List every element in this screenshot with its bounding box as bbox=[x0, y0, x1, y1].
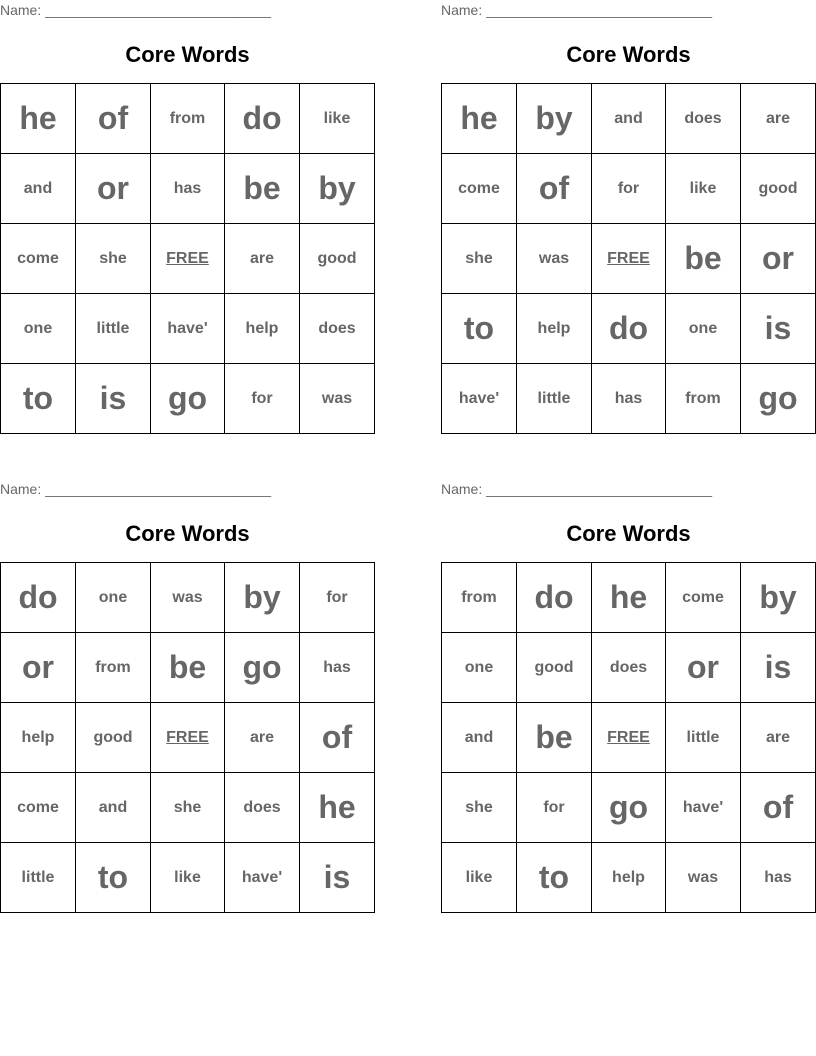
word-cell: one bbox=[1, 294, 76, 364]
word-cell: is bbox=[76, 364, 151, 434]
word-cell: he bbox=[1, 84, 76, 154]
word-cell: are bbox=[225, 224, 300, 294]
free-space: FREE bbox=[592, 224, 666, 294]
word-cell: little bbox=[517, 364, 592, 434]
word-cell: is bbox=[741, 294, 816, 364]
word-cell: do bbox=[517, 563, 592, 633]
name-underline: _____________________________ bbox=[45, 481, 272, 497]
word-cell: go bbox=[225, 633, 300, 703]
word-cell: for bbox=[300, 563, 375, 633]
word-cell: or bbox=[1, 633, 76, 703]
word-cell: and bbox=[442, 703, 517, 773]
name-underline: _____________________________ bbox=[486, 481, 713, 497]
name-field bbox=[0, 2, 271, 18]
word-cell: of bbox=[76, 84, 151, 154]
word-cell: for bbox=[592, 154, 666, 224]
word-cell: she bbox=[442, 224, 517, 294]
word-cell: little bbox=[666, 703, 741, 773]
word-cell: do bbox=[225, 84, 300, 154]
word-cell: good bbox=[300, 224, 375, 294]
word-cell: come bbox=[666, 563, 741, 633]
word-cell: or bbox=[76, 154, 151, 224]
word-cell: go bbox=[741, 364, 816, 434]
word-cell: from bbox=[442, 563, 517, 633]
word-cell: have' bbox=[666, 773, 741, 843]
word-cell: is bbox=[741, 633, 816, 703]
word-cell: help bbox=[592, 843, 666, 913]
bingo-grid bbox=[441, 83, 816, 434]
word-cell: like bbox=[666, 154, 741, 224]
word-cell: does bbox=[666, 84, 741, 154]
word-cell: help bbox=[225, 294, 300, 364]
word-cell: to bbox=[517, 843, 592, 913]
card-title: Core Words bbox=[125, 521, 250, 546]
word-cell: of bbox=[741, 773, 816, 843]
card-title: Core Words bbox=[566, 521, 691, 546]
name-field bbox=[441, 481, 712, 497]
word-cell: one bbox=[442, 633, 517, 703]
word-cell: have' bbox=[151, 294, 225, 364]
word-cell: come bbox=[442, 154, 517, 224]
name-underline: _____________________________ bbox=[45, 2, 272, 18]
bingo-grid bbox=[0, 562, 375, 913]
word-cell: or bbox=[741, 224, 816, 294]
word-cell: like bbox=[151, 843, 225, 913]
word-cell: by bbox=[225, 563, 300, 633]
name-label: Name: bbox=[0, 2, 42, 18]
bingo-card-3 bbox=[0, 479, 375, 914]
word-cell: be bbox=[151, 633, 225, 703]
word-cell: or bbox=[666, 633, 741, 703]
word-cell: come bbox=[1, 773, 76, 843]
word-cell: one bbox=[666, 294, 741, 364]
word-cell: little bbox=[1, 843, 76, 913]
word-cell: he bbox=[442, 84, 517, 154]
word-cell: to bbox=[442, 294, 517, 364]
word-cell: has bbox=[741, 843, 816, 913]
name-label: Name: bbox=[441, 481, 483, 497]
word-cell: has bbox=[592, 364, 666, 434]
name-underline: _____________________________ bbox=[486, 2, 713, 18]
word-cell: help bbox=[1, 703, 76, 773]
word-cell: from bbox=[666, 364, 741, 434]
word-cell: for bbox=[225, 364, 300, 434]
word-cell: by bbox=[517, 84, 592, 154]
word-cell: of bbox=[517, 154, 592, 224]
bingo-grid bbox=[0, 83, 375, 434]
word-cell: was bbox=[666, 843, 741, 913]
word-cell: was bbox=[151, 563, 225, 633]
bingo-grid bbox=[441, 562, 816, 913]
word-cell: by bbox=[741, 563, 816, 633]
word-cell: good bbox=[517, 633, 592, 703]
word-cell: has bbox=[300, 633, 375, 703]
word-cell: he bbox=[300, 773, 375, 843]
word-cell: has bbox=[151, 154, 225, 224]
word-cell: from bbox=[151, 84, 225, 154]
name-field bbox=[441, 2, 712, 18]
word-cell: she bbox=[76, 224, 151, 294]
bingo-card-2 bbox=[441, 0, 816, 435]
word-cell: good bbox=[76, 703, 151, 773]
name-field bbox=[0, 481, 271, 497]
free-space: FREE bbox=[592, 703, 666, 773]
word-cell: be bbox=[225, 154, 300, 224]
word-cell: one bbox=[76, 563, 151, 633]
word-cell: come bbox=[1, 224, 76, 294]
word-cell: go bbox=[151, 364, 225, 434]
word-cell: of bbox=[300, 703, 375, 773]
word-cell: and bbox=[1, 154, 76, 224]
word-cell: he bbox=[592, 563, 666, 633]
word-cell: like bbox=[442, 843, 517, 913]
card-title: Core Words bbox=[125, 42, 250, 67]
bingo-card-4 bbox=[441, 479, 816, 914]
word-cell: to bbox=[76, 843, 151, 913]
word-cell: little bbox=[76, 294, 151, 364]
card-title: Core Words bbox=[566, 42, 691, 67]
word-cell: do bbox=[592, 294, 666, 364]
word-cell: is bbox=[300, 843, 375, 913]
word-cell: was bbox=[517, 224, 592, 294]
name-label: Name: bbox=[441, 2, 483, 18]
word-cell: was bbox=[300, 364, 375, 434]
word-cell: and bbox=[592, 84, 666, 154]
word-cell: and bbox=[76, 773, 151, 843]
word-cell: she bbox=[151, 773, 225, 843]
word-cell: like bbox=[300, 84, 375, 154]
name-label: Name: bbox=[0, 481, 42, 497]
free-space: FREE bbox=[151, 224, 225, 294]
word-cell: she bbox=[442, 773, 517, 843]
word-cell: for bbox=[517, 773, 592, 843]
word-cell: does bbox=[225, 773, 300, 843]
word-cell: to bbox=[1, 364, 76, 434]
word-cell: be bbox=[666, 224, 741, 294]
word-cell: have' bbox=[225, 843, 300, 913]
word-cell: by bbox=[300, 154, 375, 224]
free-space: FREE bbox=[151, 703, 225, 773]
word-cell: from bbox=[76, 633, 151, 703]
word-cell: are bbox=[741, 84, 816, 154]
word-cell: does bbox=[592, 633, 666, 703]
word-cell: good bbox=[741, 154, 816, 224]
word-cell: do bbox=[1, 563, 76, 633]
word-cell: help bbox=[517, 294, 592, 364]
word-cell: are bbox=[225, 703, 300, 773]
word-cell: are bbox=[741, 703, 816, 773]
word-cell: go bbox=[592, 773, 666, 843]
word-cell: have' bbox=[442, 364, 517, 434]
bingo-card-1 bbox=[0, 0, 375, 435]
word-cell: does bbox=[300, 294, 375, 364]
word-cell: be bbox=[517, 703, 592, 773]
